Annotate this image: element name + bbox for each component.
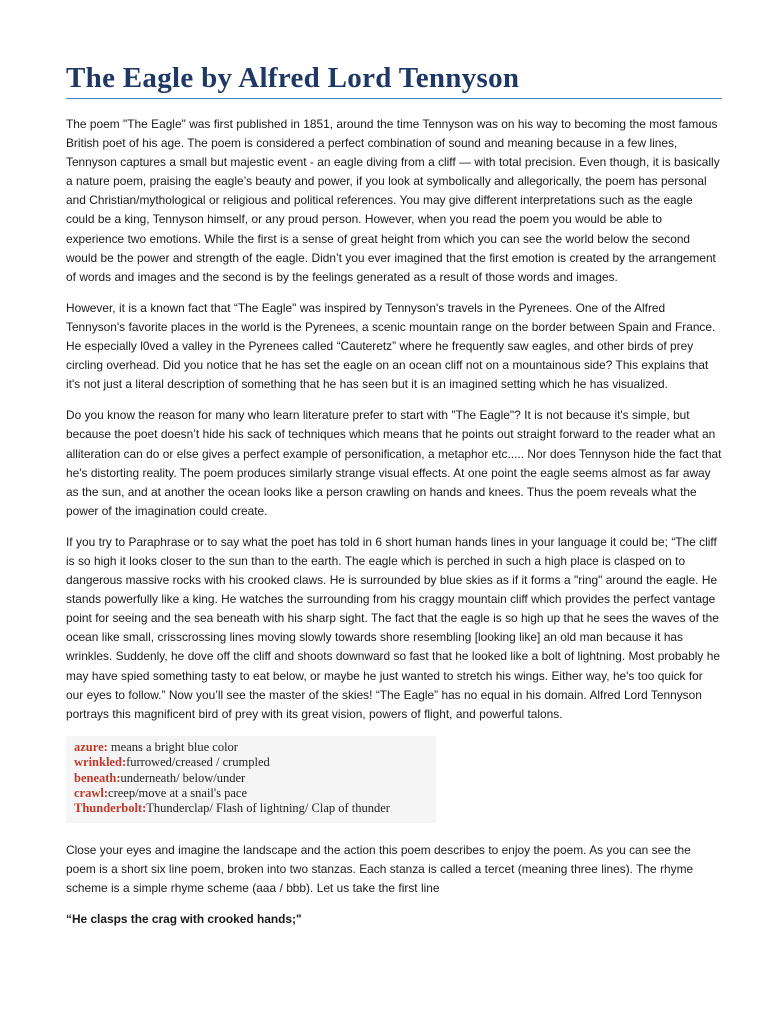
vocab-item: [74, 801, 428, 816]
vocab-item: [74, 771, 428, 786]
vocab-separator: :: [116, 770, 121, 785]
vocab-separator: :: [103, 739, 111, 754]
vocab-definition: creep/move at a snail's pace: [108, 786, 248, 801]
paragraph-4: If you try to Paraphrase or to say what the poet has told in 6 short human hands lines in your language it could be; “The cliff is so high it looks closer to the sun than to the earth. The eagle which is perched in such a high place is clasped on to dangerous massive rocks with his crooked claws. He is surrounded by blue skies as if it forms a "ring" around the eagle. He stands powerfully like a king. He watches the surrounding from his craggy mountain cliff which provides the perfect vantage point for seeing and the sea beneath with his sharp sight. The fact that the eagle is so high up that he sees the waves of the ocean like small, crisscrossing lines moving slowly towards shore resembling [looking like] an old man because it has wrinkles. Suddenly, he dove off the cliff and shoots downward so fast that he looked like a bolt of lightning. Most probably he may have spied something tasty to eat below, or maybe he just wanted to stretch his wings. Either way, he's too quick for our eyes to follow.” Now you’ll see the master of the skies! “The Eagle” has no equal in his domain. Alfred Lord Tennyson portrays this magnificent bird of prey with its great vision, powers of flight, and powerful talons.: [66, 534, 720, 721]
closing-paragraph: Close your eyes and imagine the landscape and the action this poem describes to enjoy the poem. As you can see the poem is a short six line poem, broken into two stanzas. Each stanza is called a tercet (meaning three lines). The rhyme scheme is a simple rhyme scheme (aaa / bbb). Let us take the first line: [66, 842, 694, 896]
vocab-separator: :: [142, 801, 147, 816]
vocab-definition: furrowed/creased / crumpled: [126, 755, 270, 770]
vocab-separator: :: [121, 755, 127, 770]
vocabulary-box: [66, 736, 436, 823]
vocab-definition: means a bright blue color: [110, 739, 238, 754]
vocab-item: [74, 786, 428, 801]
vocab-term: Thunderbolt: [74, 801, 143, 816]
vocab-separator: :: [103, 786, 109, 801]
paragraph-2: However, it is a known fact that “The Eagle" was inspired by Tennyson's travels in the Pyrenees. One of the Alfred Tennyson's favorite places in the world is the Pyrenees, a scenic mountain range on the border between Spain and France. He especially l0ved a valley in the Pyrenees called “Cauteretz” where he frequently saw eagles, and other birds of prey circling overhead. Did you notice that he has set the eagle on an ocean cliff not on a mountainous side? This explains that it's not just a literal description of something that he has seen but it is an imagined setting which he has visualized.: [66, 300, 716, 392]
paragraph-1: The poem "The Eagle" was first published in 1851, around the time Tennyson was on his way to becoming the most famous British poet of his age. The poem is considered a perfect combination of sound and meaning because in a few lines, Tennyson captures a small but majestic event - an eagle diving from a cliff — with total precision. Even though, it is basically a nature poem, praising the eagle’s beauty and power, if you look at symbolically and allegorically, the poem has personal and Christian/mythological or religious and political references. You may give different interpretations such as the eagle could be a king, Tennyson himself, or any proud person. However, when you read the poem you would be able to experience two emotions. While the first is a sense of great height from which you can see the world below the second would be the power and strength of the eagle. Didn’t you ever imagined that the first emotion is created by the arrangement of words and images and the second is by the feelings generated as a result of those words and images.: [66, 117, 720, 284]
paragraph-3: Do you know the reason for many who learn literature prefer to start with "The Eagle"? It is not because it's simple, but because the poet doesn’t hide his sack of techniques which means that he points out straight forward to the reader what an alliteration can do or else gives a perfect example of personification, a metaphor etc..... Nor does Tennyson hide the fact that he's distorting reality. The poem produces similarly strange visual effects. At one point the eagle seems almost as far away as the sun, and at another the ocean looks like a person crawling on hands and knees. Thus the poem reveals what the power of the imagination could create.: [66, 408, 722, 518]
vocab-term: crawl: [74, 786, 104, 801]
vocab-item: [74, 755, 428, 770]
vocab-definition: Thunderclap/ Flash of lightning/ Clap of thunder: [146, 801, 390, 816]
vocab-definition: underneath/ below/under: [120, 770, 246, 785]
vocab-term: beneath: [74, 770, 117, 785]
vocab-term: wrinkled: [74, 755, 122, 770]
vocab-item: [74, 740, 428, 755]
poem-quote: “He clasps the crag with crooked hands;": [66, 912, 302, 927]
document-page: [66, 60, 722, 929]
document-title: The Eagle by Alfred Lord Tennyson: [66, 62, 520, 94]
title-rule: [66, 98, 722, 99]
vocab-term: azure: [74, 739, 104, 754]
